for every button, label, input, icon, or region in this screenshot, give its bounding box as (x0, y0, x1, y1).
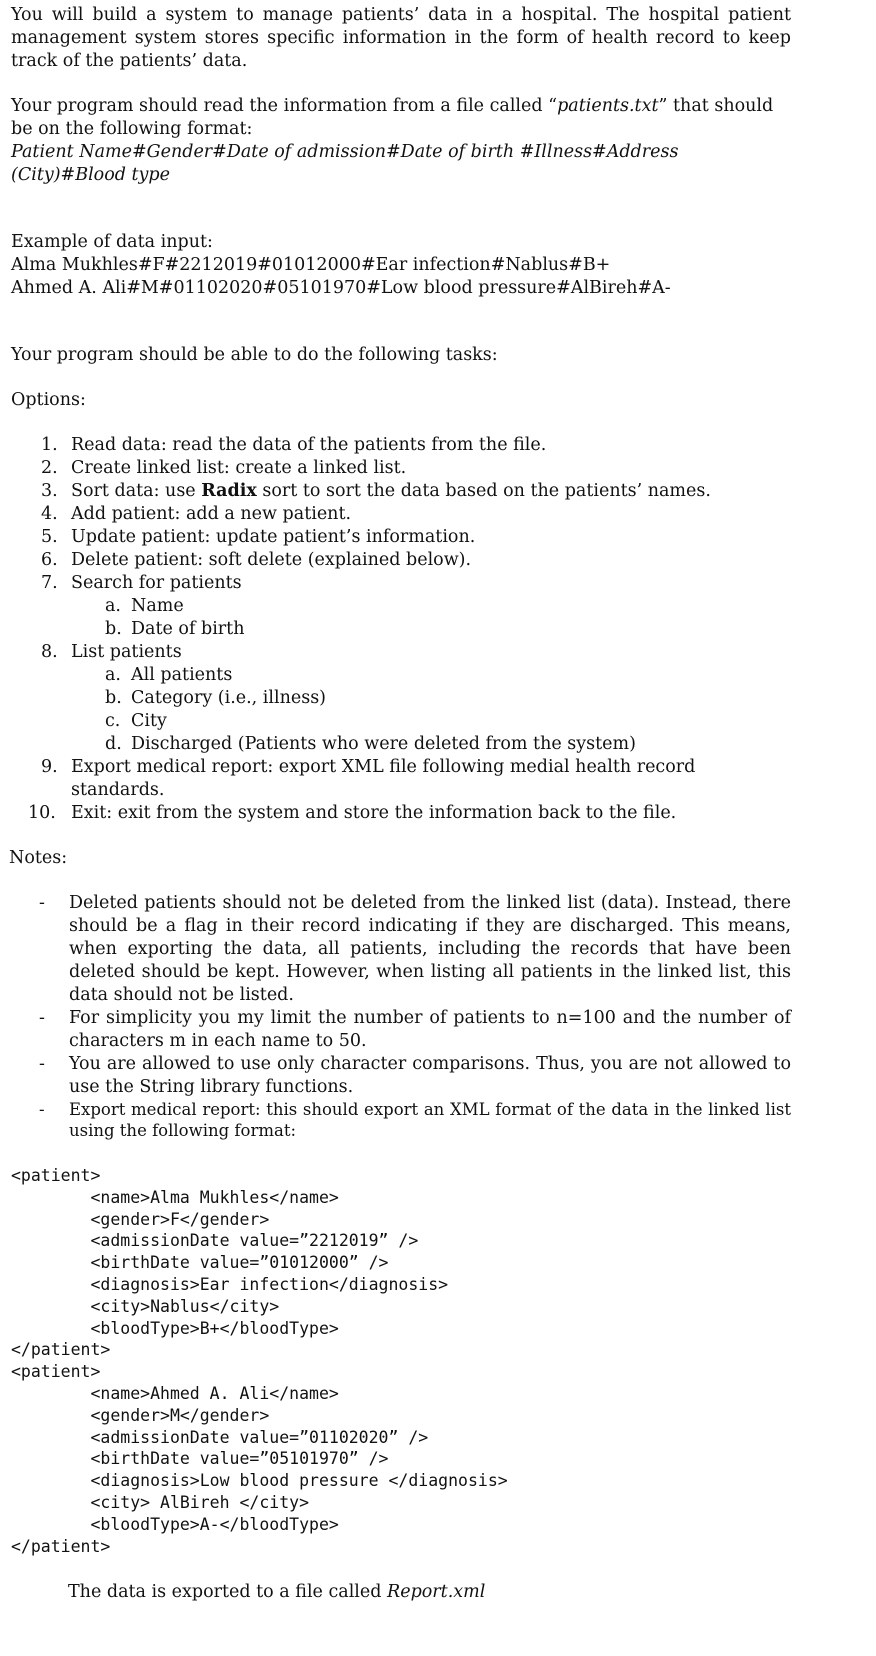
notes-list (11, 892, 791, 1141)
sub-item (11, 710, 791, 733)
options-label: Options: (11, 390, 86, 410)
note-item (11, 892, 791, 1007)
note-text: You are allowed to use only character comparisons. Thus, you are not allowed to use the String library functions. (69, 1054, 791, 1097)
sub-letter: a. (105, 596, 121, 616)
task-item (11, 756, 791, 802)
sub-letter: a. (105, 665, 121, 685)
sub-text: Name (131, 596, 184, 616)
task-text: sort to sort the data based on the patients’ names. (256, 481, 711, 501)
task-item (11, 480, 791, 503)
task-item (11, 802, 791, 825)
example-label: Example of data input: (11, 232, 213, 252)
sub-item (11, 687, 791, 710)
task-number: 8. (41, 642, 58, 662)
sub-letter: b. (105, 688, 122, 708)
note-dash: - (39, 1008, 45, 1028)
note-text: Export medical report: this should export an XML format of the data in the linked list using the following format: (69, 1100, 791, 1140)
task-text: Update patient: update patient’s information. (71, 527, 476, 547)
sub-item (11, 664, 791, 687)
sub-item (11, 733, 791, 756)
task-text: Exit: exit from the system and store the information back to the file. (71, 803, 677, 823)
task-text: Create linked list: create a linked list. (71, 458, 407, 478)
task-item (11, 457, 791, 480)
task-text: Sort data: use (71, 481, 202, 501)
file-format-text-before: Your program should read the information from a file called “ (11, 96, 558, 116)
sub-item (11, 618, 791, 641)
tasks-intro: Your program should be able to do the following tasks: (11, 345, 498, 365)
task-text: List patients (71, 642, 182, 662)
sub-text: All patients (131, 665, 233, 685)
sub-text: Discharged (Patients who were deleted from the system) (131, 734, 636, 754)
task-text: Search for patients (71, 573, 242, 593)
task-number: 4. (41, 504, 58, 524)
note-text: Deleted patients should not be deleted from the linked list (data). Instead, there should be a flag in their record indicating if they are discharged. This means, when exporting the data, all patients, including the records that have been deleted should be kept. However, when listing all patients in the linked list, this data should not be listed. (69, 893, 791, 1005)
task-item (11, 549, 791, 572)
intro-paragraph: You will build a system to manage patients’ data in a hospital. The hospital patient management system stores specific information in the form of health record to keep track of the patients’ data. (11, 5, 791, 71)
report-file-name: Report.xml (387, 1582, 486, 1603)
task-list (11, 434, 791, 825)
task-item (11, 434, 791, 457)
notes-label: Notes: (9, 848, 68, 868)
task-item (11, 503, 791, 526)
task-number: 3. (41, 481, 58, 501)
task-item (11, 526, 791, 549)
input-file-name: patients.txt (557, 96, 659, 116)
record-format-line: Patient Name#Gender#Date of admission#Date of birth #Illness#Address (City)#Blood type (11, 142, 679, 185)
note-item (11, 1053, 791, 1099)
export-note (11, 1581, 791, 1604)
task-number: 10. (28, 803, 56, 823)
sub-list (71, 595, 791, 641)
task-number: 6. (41, 550, 58, 570)
example-line: Alma Mukhles#F#2212019#01012000#Ear infection#Nablus#B+ (11, 255, 611, 275)
sub-letter: c. (105, 711, 121, 731)
sub-list (71, 664, 791, 756)
sub-letter: b. (105, 619, 122, 639)
example-line: Ahmed A. Ali#M#01102020#05101970#Low blood pressure#AlBireh#A- (11, 278, 671, 298)
file-format-text-after: ” that should be on the following format: (11, 96, 774, 139)
task-item (11, 641, 791, 756)
sub-item (11, 595, 791, 618)
document-page (11, 4, 791, 1604)
sub-text: Date of birth (131, 619, 245, 639)
note-dash: - (39, 893, 45, 913)
task-text: Export medical report: export XML file following medial health record standards. (71, 757, 696, 800)
task-text: Read data: read the data of the patients from the file. (71, 435, 547, 455)
note-item (11, 1099, 791, 1141)
radix-keyword: Radix (201, 481, 257, 501)
note-text: For simplicity you my limit the number of patients to n=100 and the number of characters m in each name to 50. (69, 1008, 791, 1051)
task-number: 7. (41, 573, 58, 593)
task-number: 5. (41, 527, 58, 547)
sub-text: Category (i.e., illness) (131, 688, 327, 708)
export-note-text: The data is exported to a file called (68, 1582, 388, 1603)
task-item (11, 572, 791, 641)
task-number: 2. (41, 458, 58, 478)
note-dash: - (39, 1100, 45, 1119)
sub-text: City (131, 711, 167, 731)
xml-code-sample: <patient> <name>Alma Mukhles</name> <gender>F</gender> <admissionDate value=”2212019” /> <birthDate value=”01012000” /> <diagnosis>Ear infection</diagnosis> <city>Nablus</city> <bloodType>B+</bloodType> </patient> <patient> <name>Ahmed A. Ali</name> <gender>M</gender> <admissionDate value=”01102020” /> <birthDate value=”05101970” /> <diagnosis>Low blood pressure </diagnosis> <city> AlBireh </city> <bloodType>A-</bloodType> </patient> (11, 1166, 508, 1556)
sub-letter: d. (105, 734, 122, 754)
file-format-paragraph (11, 95, 791, 141)
task-text: Delete patient: soft delete (explained below). (71, 550, 472, 570)
note-dash: - (39, 1054, 45, 1074)
task-text: Add patient: add a new patient. (71, 504, 352, 524)
note-item (11, 1007, 791, 1053)
task-number: 9. (41, 757, 58, 777)
task-number: 1. (41, 435, 58, 455)
